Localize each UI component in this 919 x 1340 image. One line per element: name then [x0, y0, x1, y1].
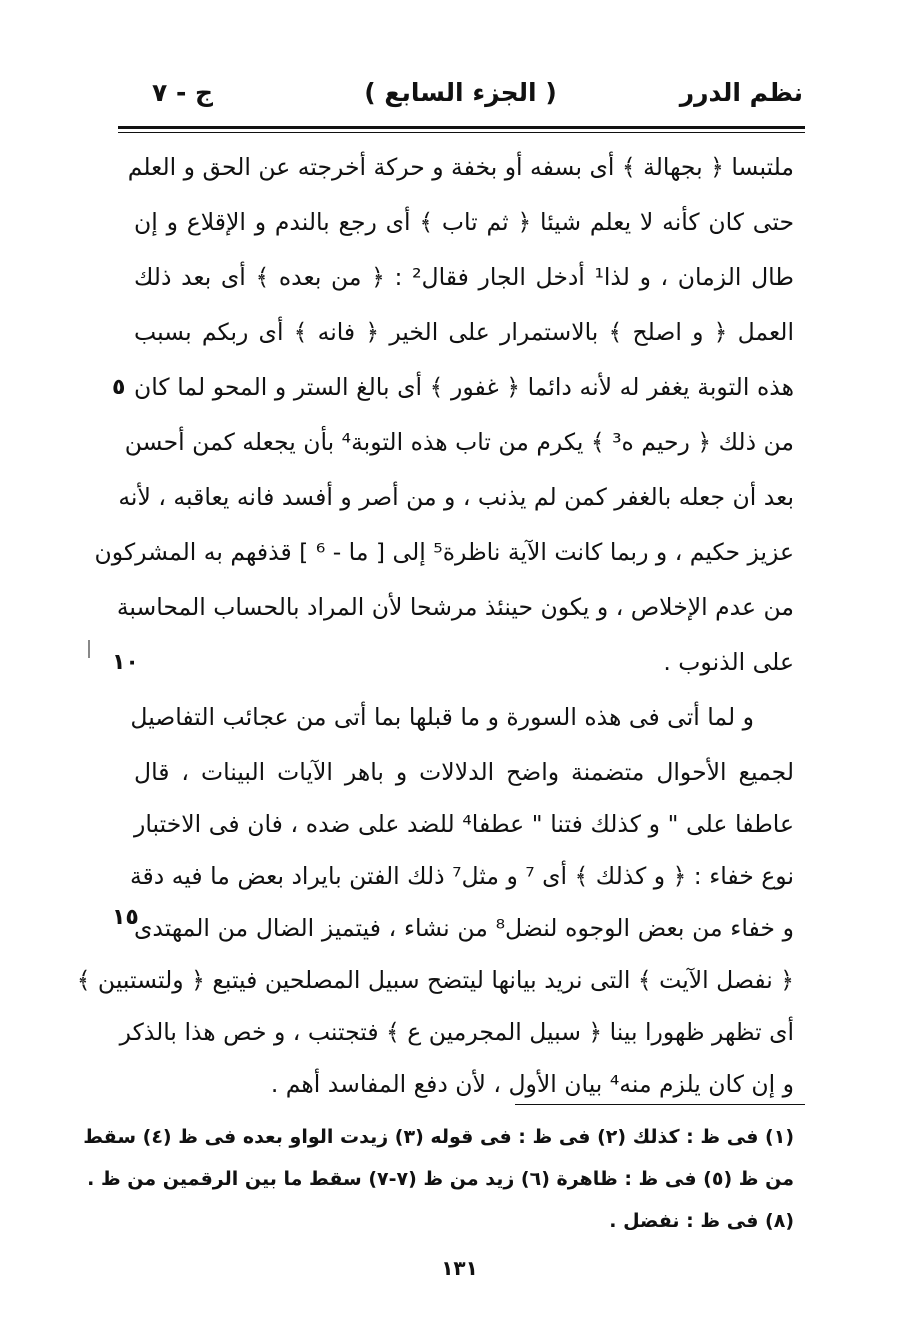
line-number-5: ٥ — [112, 375, 126, 400]
text-line: و إن كان يلزم منه⁴ بيان الأول ، لأن دفع المفاسد أهم . — [270, 1070, 794, 1098]
running-header — [118, 72, 803, 122]
text-line: حتى كان كأنه لا يعلم شيئا ﴿ ثم تاب ﴾ أى رجع بالندم و الإقلاع و إن — [134, 208, 794, 236]
text-line: لجميع الأحوال متضمنة واضح الدلالات و باهر الآيات البينات ، قال — [134, 758, 794, 786]
text-line: طال الزمان ، و لذا¹ أدخل الجار فقال² : ﴿ من بعده ﴾ أى بعد ذلك — [134, 263, 795, 291]
text-line: و لما أتى فى هذه السورة و ما قبلها بما أتى من عجائب التفاصيل — [130, 703, 754, 731]
text-line: هذه التوبة يغفر له لأنه دائما ﴿ غفور ﴾ أى بالغ الستر و المحو لما كان — [134, 373, 794, 401]
text-line: نوع خفاء : ﴿ و كذلك ﴾ أى ⁷ و مثل⁷ ذلك الفتن بايراد بعض ما فيه دقة — [129, 862, 794, 890]
text-line: العمل ﴿ و اصلح ﴾ بالاستمرار على الخير ﴿ فانه ﴾ أى ربكم بسبب — [134, 318, 794, 346]
text-line: من ذلك ﴿ رحيم ه³ ﴾ يكرم من تاب هذه التوبة⁴ بأن يجعله كمن أحسن — [124, 428, 794, 456]
text-line: ملتبسا ﴿ بجهالة ﴾ أى بسفه أو بخفة و حركة أخرجته عن الحق و العلم — [127, 153, 794, 181]
part-title: ( الجزء السابع ) — [364, 78, 557, 107]
header-rule-thin — [118, 132, 805, 133]
footnotes — [83, 1116, 794, 1242]
text-line: عاطفا على " و كذلك فتنا " عطفا⁴ للضد على ضده ، فان فى الاختبار — [134, 810, 794, 838]
footnote-line: من ظ (٥) فى ظ : ظاهرة (٦) زيد من ظ (٧-٧) سقط ما بين الرقمين من ظ . — [87, 1168, 794, 1190]
text-line: من عدم الإخلاص ، و يكون حينئذ مرشحا لأن المراد بالحساب المحاسبة — [116, 593, 794, 621]
line-number-10: ١٠ — [112, 650, 139, 675]
text-line: عزيز حكيم ، و ربما كانت الآية ناظرة⁵ إلى [ ما - ⁶ ] قذفهم به المشركون — [94, 538, 794, 566]
line-number-15: ١٥ — [112, 905, 139, 930]
text-line: على الذنوب . — [663, 648, 794, 676]
margin-mark — [88, 640, 90, 658]
footnote-rule — [515, 1104, 805, 1105]
footnote-line: (١) فى ظ : كذلك (٢) فى ظ : فى قوله (٣) زيدت الواو بعده فى ظ (٤) سقط — [83, 1126, 794, 1148]
header-rule-thick — [118, 126, 805, 129]
text-line: بعد أن جعله بالغفر كمن لم يذنب ، و من أصر و أفسد فانه يعاقبه ، لأنه — [118, 483, 794, 511]
page-number: ١٣١ — [441, 1256, 478, 1280]
text-line: و خفاء من بعض الوجوه لنضل⁸ من نشاء ، فيتميز الضال من المهتدى — [134, 914, 794, 942]
volume-label: ج - ٧ — [152, 78, 214, 107]
footnote-line: (٨) فى ظ : نفضل . — [609, 1210, 794, 1232]
book-title: نظم الدرر — [679, 78, 803, 107]
text-line: ﴿ نفصل الآيت ﴾ التى نريد بيانها ليتضح سبيل المصلحين فيتبع ﴿ ولتستبين ﴾ — [76, 966, 794, 994]
text-line: أى تظهر ظهورا بينا ﴿ سبيل المجرمين ع ﴾ فتجتنب ، و خص هذا بالذكر — [119, 1018, 794, 1046]
